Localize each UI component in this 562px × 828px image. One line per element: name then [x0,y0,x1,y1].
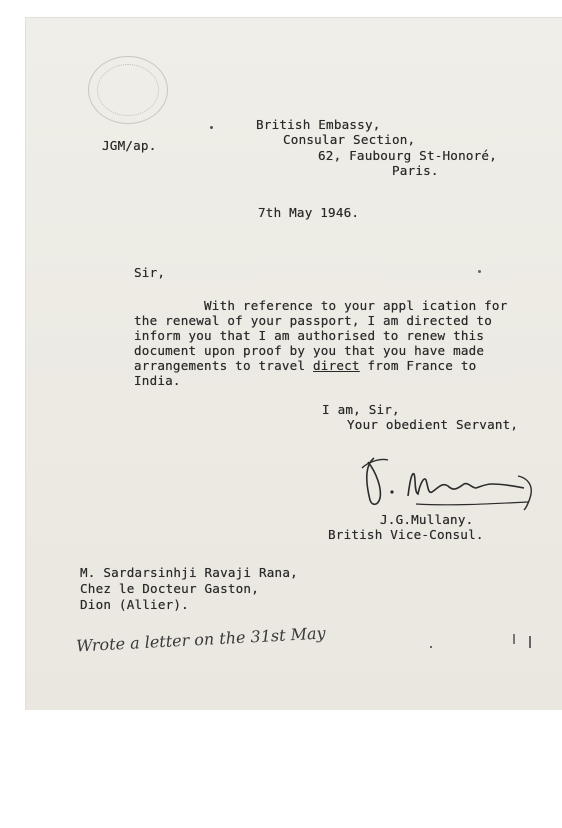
ink-speck [430,646,432,648]
reference-code: JGM/ap. [102,138,157,153]
body-line-4: document upon proof by you that you have made [134,343,485,358]
letter-date: 7th May 1946. [258,205,360,220]
body-emphasis: direct [313,358,360,373]
signatory-title: British Vice-Consul. [328,527,484,542]
salutation: Sir, [134,265,166,280]
embossed-seal-icon [88,56,168,124]
page-margin [0,710,562,828]
ink-speck [210,126,213,129]
body-line-1: With reference to your appl ication for [204,298,508,313]
ink-speck [478,270,481,273]
recipient-line-2: Chez le Docteur Gaston, [80,581,259,596]
ink-mark [529,636,531,648]
body-line-3: inform you that I am authorised to renew this [134,328,485,343]
ink-mark [513,634,515,644]
body-line-5-start: arrangements to travel [134,358,313,373]
signatory-name: J.G.Mullany. [380,512,474,527]
body-line-2: the renewal of your passport, I am directed to [134,313,492,328]
body-line-5-end: from France to [359,358,477,373]
address-line-2: Consular Section, [283,132,416,147]
handwritten-note: Wrote a letter on the 31st May [75,623,326,656]
closing-line-2: Your obedient Servant, [347,417,519,432]
recipient-line-1: M. Sardarsinhji Ravaji Rana, [80,565,298,580]
recipient-line-3: Dion (Allier). [80,597,189,612]
address-line-3: 62, Faubourg St-Honoré, [318,148,497,163]
signature-text: Mullany [358,448,362,449]
handwritten-signature [358,448,544,514]
address-line-4: Paris. [392,163,439,178]
closing-line-1: I am, Sir, [322,402,400,417]
body-line-5 [134,359,476,373]
address-line-1: British Embassy, [256,117,381,132]
body-line-6: India. [134,373,181,388]
